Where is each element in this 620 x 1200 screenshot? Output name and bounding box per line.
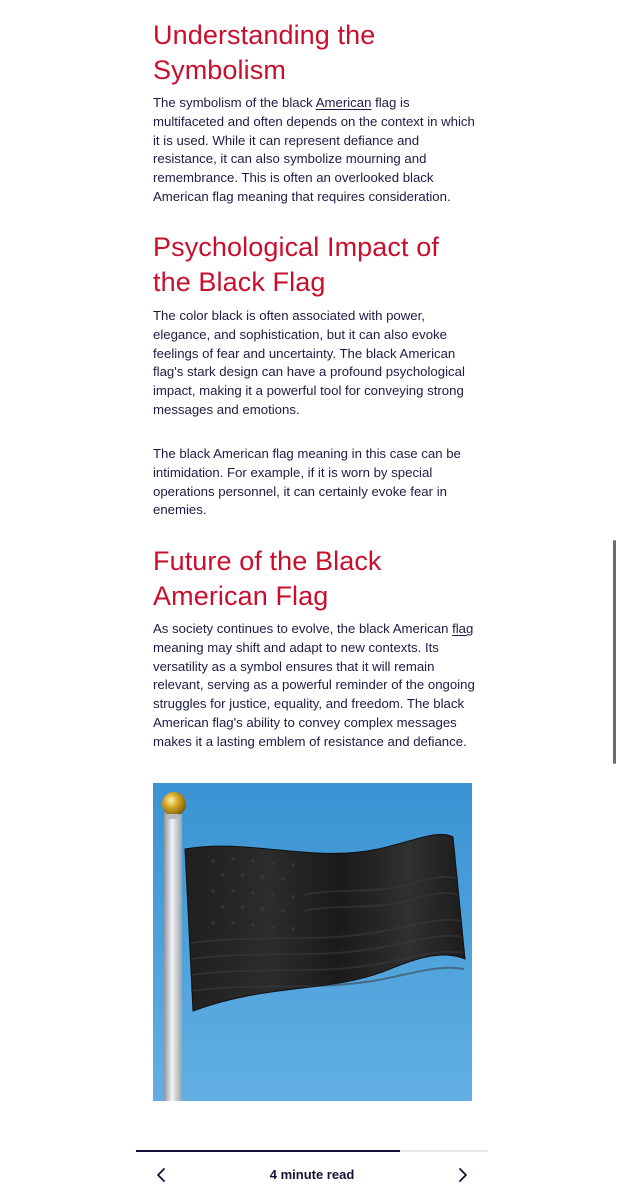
paragraph-text: The symbolism of the black [153, 95, 316, 110]
reading-progress-bar [136, 1150, 488, 1200]
paragraph-text: meaning may shift and adapt to new contexts. Its versatility as a symbol ensures that it will remain relevant, serving as a powerful reminder of the ongoing struggles for justice, equality, and freedom. The black American flag's ability to convey complex messages makes it a lasting emblem of resistance and defiance. [153, 639, 475, 749]
section-heading-symbolism: Understanding the Symbolism [153, 20, 376, 85]
flag-link[interactable]: flag [452, 621, 474, 636]
next-article-button[interactable] [452, 1164, 474, 1186]
progress-track [136, 1150, 488, 1152]
section-paragraph [153, 94, 475, 207]
section-heading-psychological-impact: Psychological Impact of the Black Flag [153, 232, 439, 297]
section-paragraph: The color black is often associated with power, elegance, and sophistication, but it can also evoke feelings of fear and uncertainty. The black American flag's stark design can have a profound psychological impact, making it a powerful tool for conveying strong messages and emotions. [153, 308, 465, 417]
read-time-label: 4 minute read [269, 1167, 355, 1182]
section-paragraph [153, 620, 475, 752]
section-paragraph: The black American flag meaning in this case can be intimidation. For example, if it is worn by special operations personnel, it can certainly evoke fear in enemies. [153, 446, 461, 518]
pole-finial [162, 792, 186, 816]
flag-pole [164, 813, 182, 1101]
progress-fill [136, 1150, 400, 1152]
page-scrollbar[interactable] [613, 540, 616, 764]
paragraph-text: flag is multifaceted and often depends on the context in which it is used. While it can represent defiance and resistance, it can also symbolize mourning and remembrance. This is often an overlooked black American flag meaning that requires consideration. [153, 95, 475, 204]
paragraph-text: As society continues to evolve, the black American [153, 621, 453, 636]
chevron-right-icon [456, 1167, 470, 1183]
american-link[interactable]: American [315, 95, 372, 110]
black-american-flag-photo [153, 783, 472, 1101]
section-heading-future: Future of the Black American Flag [153, 546, 382, 611]
